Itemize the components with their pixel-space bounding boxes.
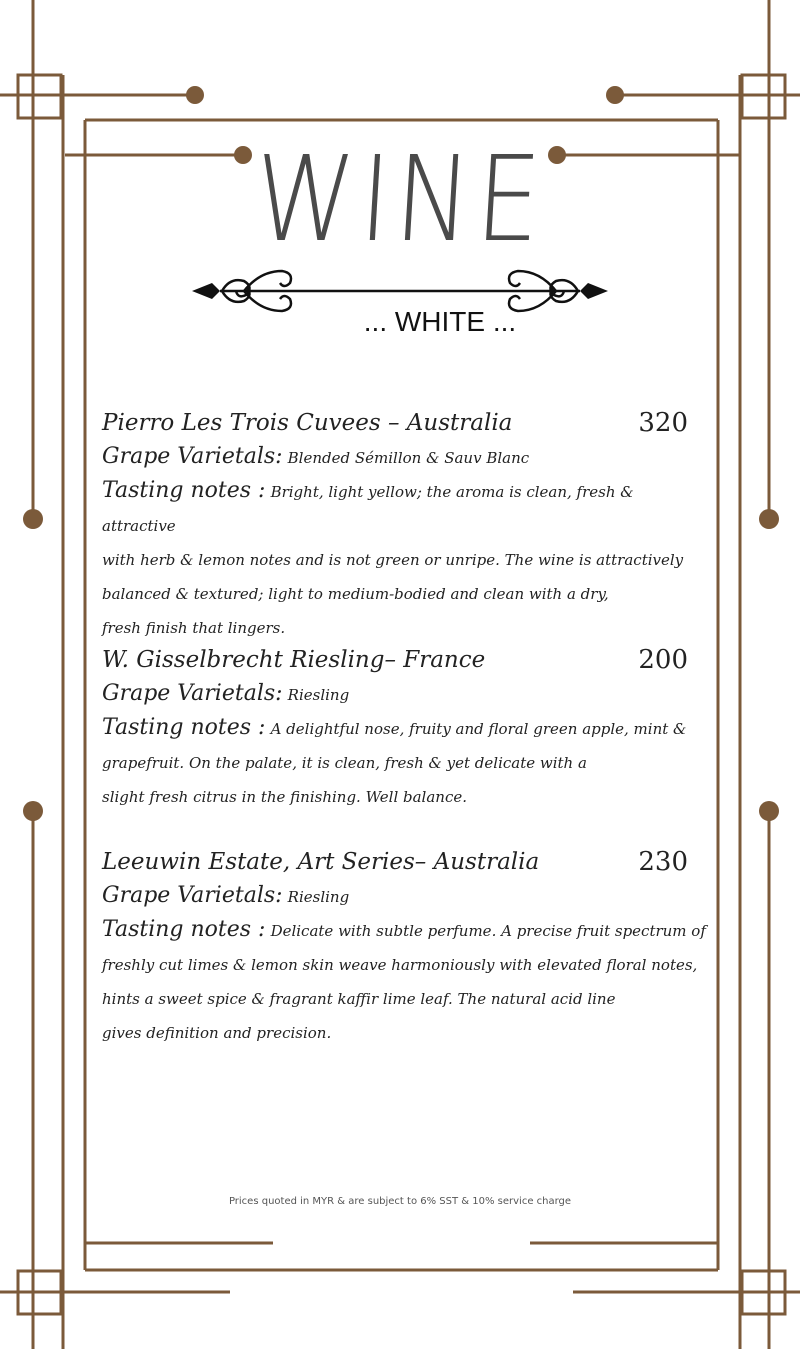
notes-label: Tasting notes :: [102, 917, 266, 942]
wine-name: W. Gisselbrecht Riesling– France: [102, 647, 486, 673]
varietals-value: Blended Sémillon & Sauv Blanc: [287, 449, 530, 467]
wine-price: 200: [638, 645, 688, 675]
grape-varietals: [102, 677, 712, 712]
grape-varietals: [102, 440, 712, 475]
varietals-label: Grape Varietals:: [102, 883, 283, 908]
notes-label: Tasting notes :: [102, 715, 266, 740]
wine-price: 230: [638, 847, 688, 877]
varietals-label: Grape Varietals:: [102, 681, 283, 706]
wine-item: [102, 406, 712, 645]
grape-varietals: [102, 879, 712, 914]
notes-text: Bright, light yellow; the aroma is clean, fresh & attractive with herb & lemon notes and is not green or unripe. The wine is attractively balanced & textured; light to medium-bodied and clean with a dry, fresh finish that lingers.: [102, 483, 684, 637]
section-subtitle: ... WHITE ...: [363, 306, 517, 337]
wine-name: Pierro Les Trois Cuvees – Australia: [102, 410, 513, 436]
notes-label: Tasting notes :: [102, 478, 266, 503]
notes-text: A delightful nose, fruity and floral green apple, mint & grapefruit. On the palate, it is clean, fresh & yet delicate with a slight fresh citrus in the finishing. Well balance.: [102, 720, 687, 806]
tasting-notes: [102, 914, 712, 1050]
wine-name: Leeuwin Estate, Art Series– Australia: [102, 849, 540, 875]
varietals-value: Riesling: [287, 686, 350, 704]
wine-item: [102, 845, 712, 1050]
notes-text: Delicate with subtle perfume. A precise fruit spectrum of freshly cut limes & lemon skin weave harmoniously with elevated floral notes, hints a sweet spice & fragrant kaffir lime leaf. The natural acid line gives definition and precision.: [102, 922, 706, 1042]
varietals-value: Riesling: [287, 888, 350, 906]
tasting-notes: [102, 475, 712, 645]
wine-item: [102, 643, 712, 814]
price-footnote: Prices quoted in MYR & are subject to 6% SST & 10% service charge: [228, 1196, 572, 1207]
varietals-label: Grape Varietals:: [102, 444, 283, 469]
tasting-notes: [102, 712, 712, 814]
menu-title: WINE: [250, 130, 550, 268]
wine-price: 320: [638, 408, 688, 438]
